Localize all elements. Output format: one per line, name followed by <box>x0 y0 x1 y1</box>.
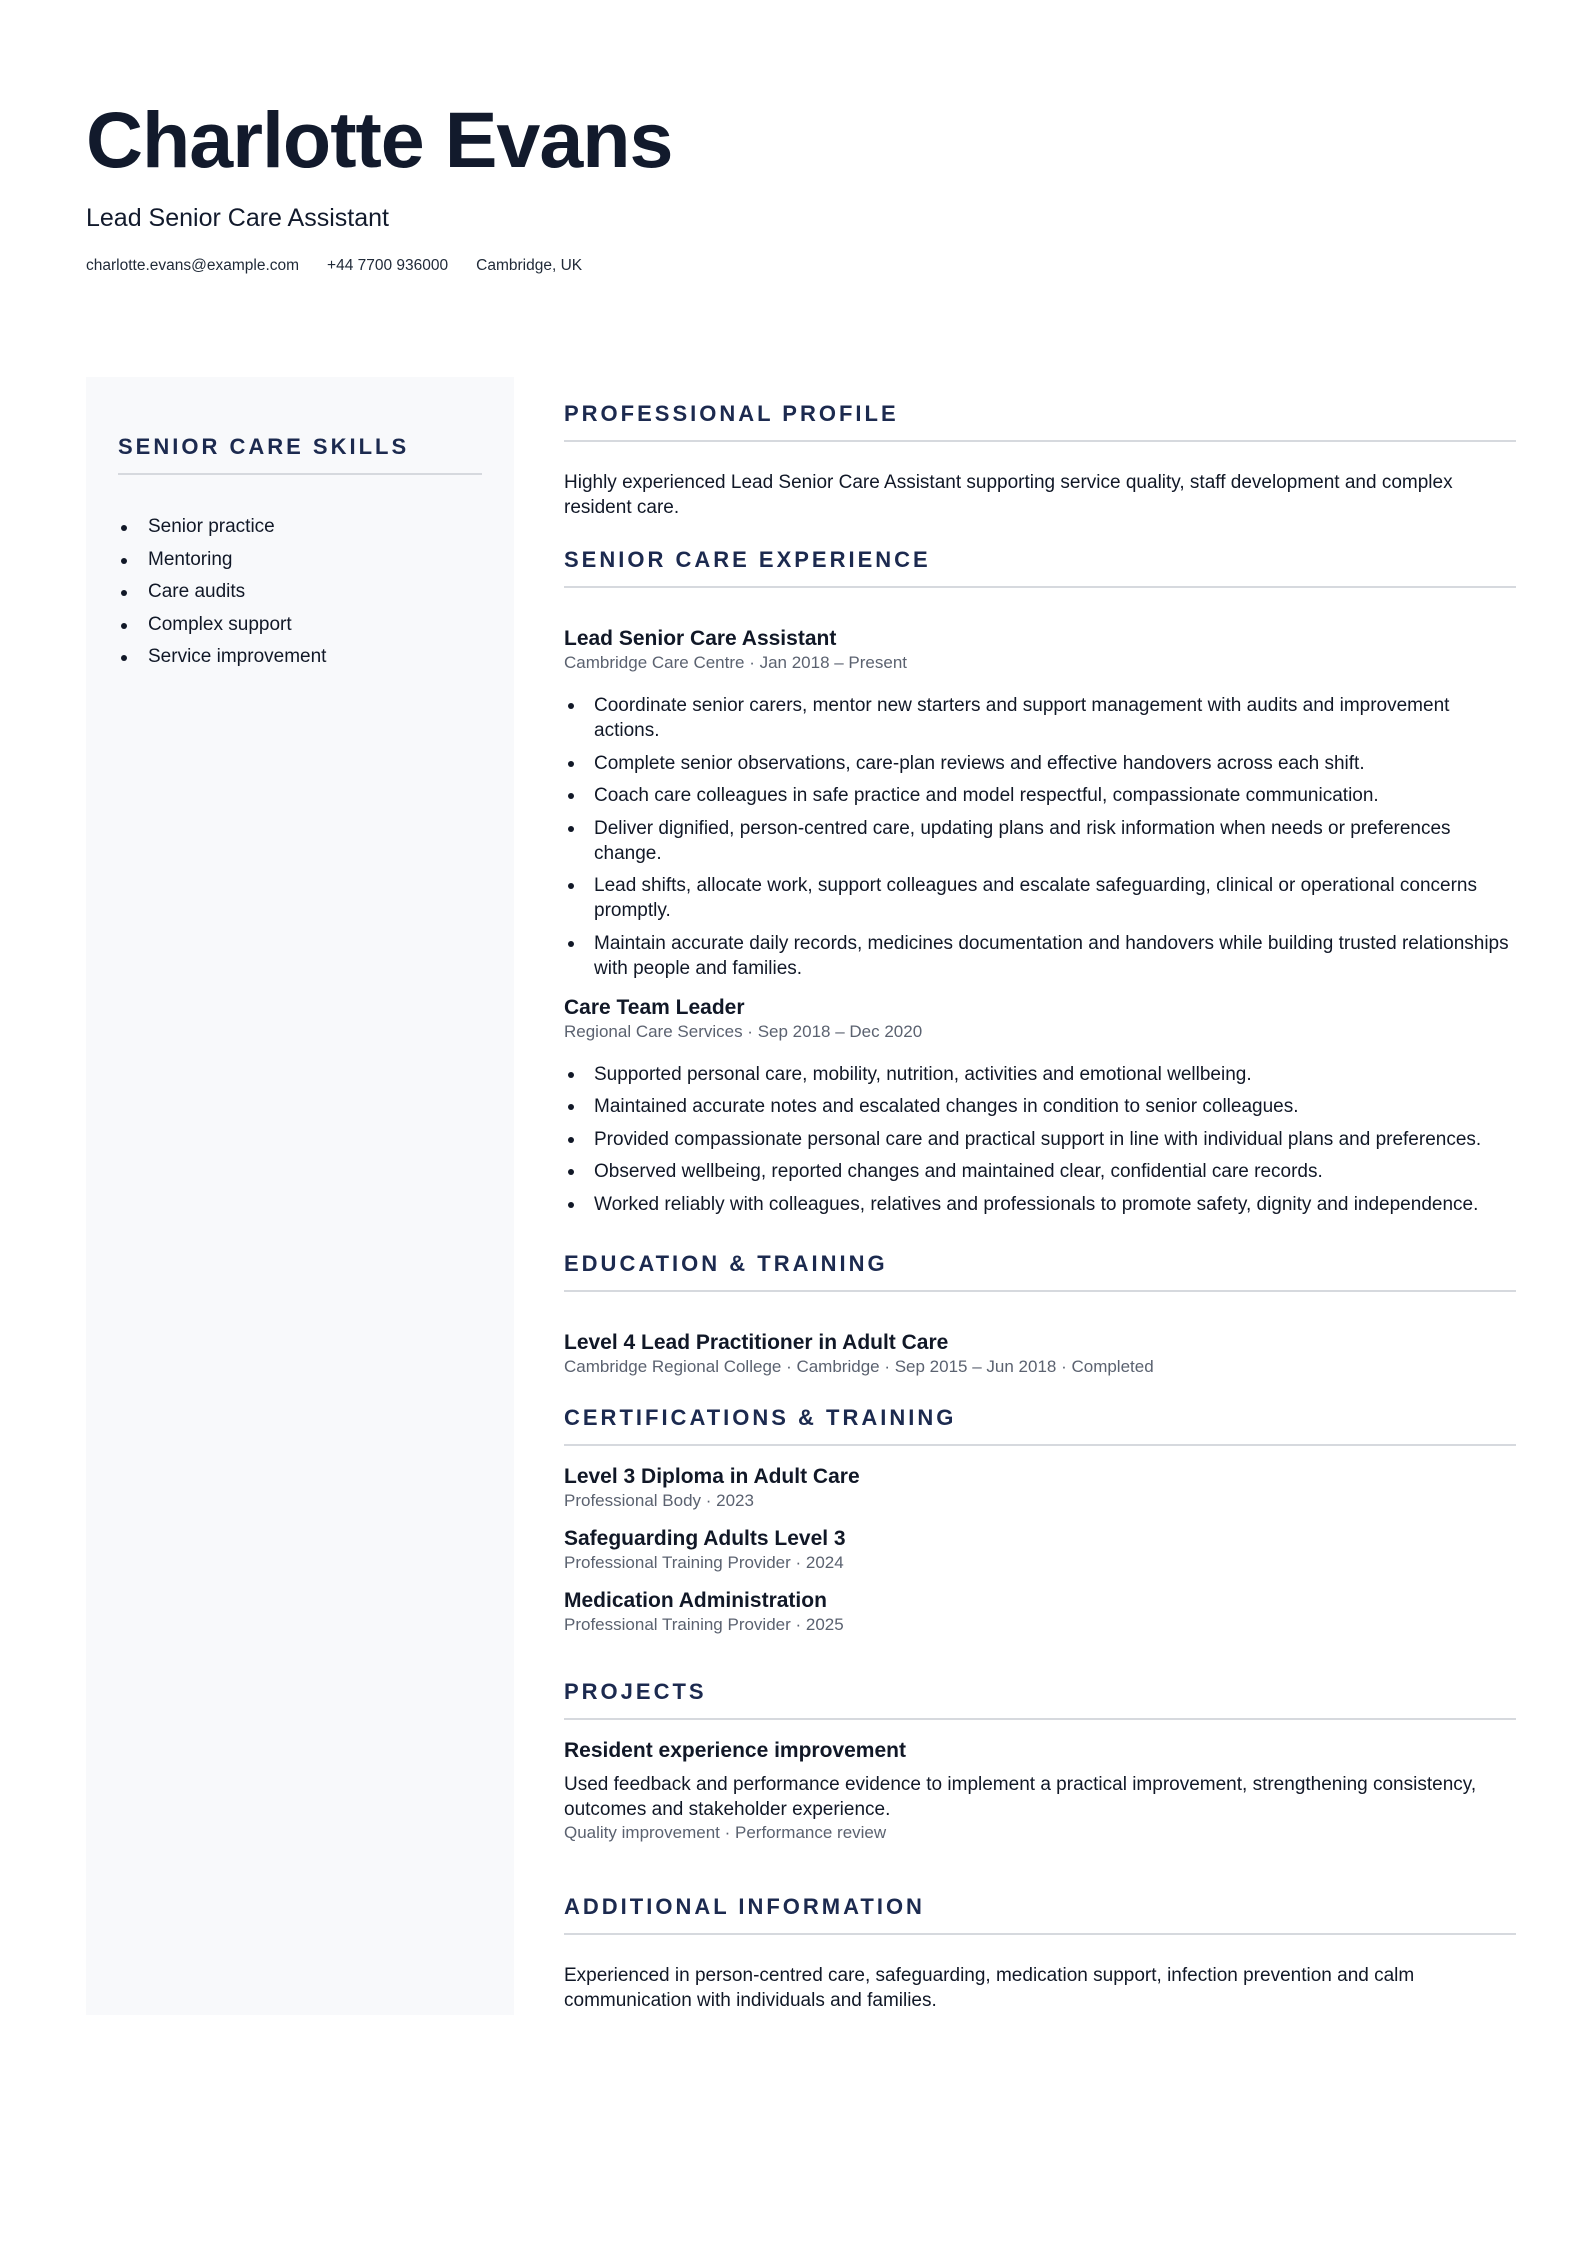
skill-item: Mentoring <box>118 544 482 577</box>
projects-section <box>564 1678 1516 1843</box>
education-section <box>564 1250 1516 1377</box>
certification-title: Safeguarding Adults Level 3 <box>564 1527 846 1550</box>
job-bullet: Provided compassionate personal care and practical support in line with individual plans and preferences. <box>564 1127 1516 1152</box>
certification-entry <box>564 1464 1516 1511</box>
skill-item: Complex support <box>118 609 482 642</box>
profile-heading: PROFESSIONAL PROFILE <box>564 400 1516 442</box>
job-title: Care Team Leader <box>564 995 745 1019</box>
candidate-name: Charlotte Evans <box>86 95 673 184</box>
skills-list <box>118 511 482 674</box>
certification-entry <box>564 1526 1516 1573</box>
certifications-section <box>564 1404 1516 1635</box>
skills-heading: SENIOR CARE SKILLS <box>118 433 482 475</box>
experience-heading: SENIOR CARE EXPERIENCE <box>564 546 1516 588</box>
job-meta: Cambridge Care Centre · Jan 2018 – Present <box>564 653 908 672</box>
project-meta: Quality improvement · Performance review <box>564 1823 887 1842</box>
contact-email[interactable]: charlotte.evans@example.com <box>86 257 300 274</box>
candidate-role: Lead Senior Care Assistant <box>86 204 389 232</box>
job-title: Lead Senior Care Assistant <box>564 627 837 650</box>
additional-section <box>564 1893 1516 2013</box>
project-description: Used feedback and performance evidence to implement a practical improvement, strengthening consistency, outcomes and stakeholder experience. <box>564 1774 1477 1820</box>
certification-meta: Professional Training Provider · 2025 <box>564 1615 844 1634</box>
job-bullet: Coach care colleagues in safe practice and model respectful, compassionate communication. <box>564 783 1516 808</box>
additional-heading: ADDITIONAL INFORMATION <box>564 1893 1516 1935</box>
contact-phone[interactable]: +44 7700 936000 <box>327 257 449 274</box>
contact-row <box>86 256 1506 276</box>
job-meta: Regional Care Services · Sep 2018 – Dec 2020 <box>564 1021 923 1041</box>
certification-title: Medication Administration <box>564 1589 827 1612</box>
contact-location: Cambridge, UK <box>476 257 583 274</box>
education-meta: Cambridge Regional College · Cambridge · Sep 2015 – Jun 2018 · Completed <box>564 1357 1154 1376</box>
education-title: Level 4 Lead Practitioner in Adult Care <box>564 1331 949 1354</box>
skill-item: Senior practice <box>118 511 482 544</box>
resume-header <box>86 92 1506 276</box>
job-bullets <box>564 1062 1516 1217</box>
certification-meta: Professional Body · 2023 <box>564 1491 754 1510</box>
job-bullet: Observed wellbeing, reported changes and maintained clear, confidential care records. <box>564 1159 1516 1184</box>
job-bullet: Maintain accurate daily records, medicines documentation and handovers while building trusted relationships with people and families. <box>564 931 1516 981</box>
job-bullet: Coordinate senior carers, mentor new starters and support management with audits and improvement actions. <box>564 693 1516 743</box>
skill-item: Care audits <box>118 576 482 609</box>
additional-text: Experienced in person-centred care, safeguarding, medication support, infection prevention and calm communication with individuals and families. <box>564 1965 1415 2011</box>
job-bullets <box>564 693 1516 981</box>
education-heading: EDUCATION & TRAINING <box>564 1250 1516 1292</box>
job-bullet: Supported personal care, mobility, nutrition, activities and emotional wellbeing. <box>564 1062 1516 1087</box>
certification-title: Level 3 Diploma in Adult Care <box>564 1465 860 1488</box>
skills-sidebar <box>86 377 514 2015</box>
profile-section <box>564 400 1516 520</box>
job-bullet: Maintained accurate notes and escalated changes in condition to senior colleagues. <box>564 1094 1516 1119</box>
job-entry <box>564 626 1516 981</box>
projects-heading: PROJECTS <box>564 1678 1516 1720</box>
profile-text: Highly experienced Lead Senior Care Assistant supporting service quality, staff development and complex resident care. <box>564 472 1453 518</box>
project-title: Resident experience improvement <box>564 1739 906 1762</box>
job-bullet: Complete senior observations, care-plan reviews and effective handovers across each shift. <box>564 751 1516 776</box>
project-entry <box>564 1738 1516 1843</box>
skill-item: Service improvement <box>118 641 482 674</box>
certifications-heading: CERTIFICATIONS & TRAINING <box>564 1404 1516 1446</box>
certification-entry <box>564 1588 1516 1635</box>
education-entry <box>564 1330 1516 1377</box>
job-bullet: Worked reliably with colleagues, relatives and professionals to promote safety, dignity and independence. <box>564 1192 1516 1217</box>
certification-meta: Professional Training Provider · 2024 <box>564 1553 844 1572</box>
job-bullet: Lead shifts, allocate work, support colleagues and escalate safeguarding, clinical or operational concerns promptly. <box>564 873 1516 923</box>
experience-section <box>564 546 1516 1224</box>
job-bullet: Deliver dignified, person-centred care, updating plans and risk information when needs or preferences change. <box>564 816 1516 866</box>
job-entry <box>564 995 1516 1217</box>
